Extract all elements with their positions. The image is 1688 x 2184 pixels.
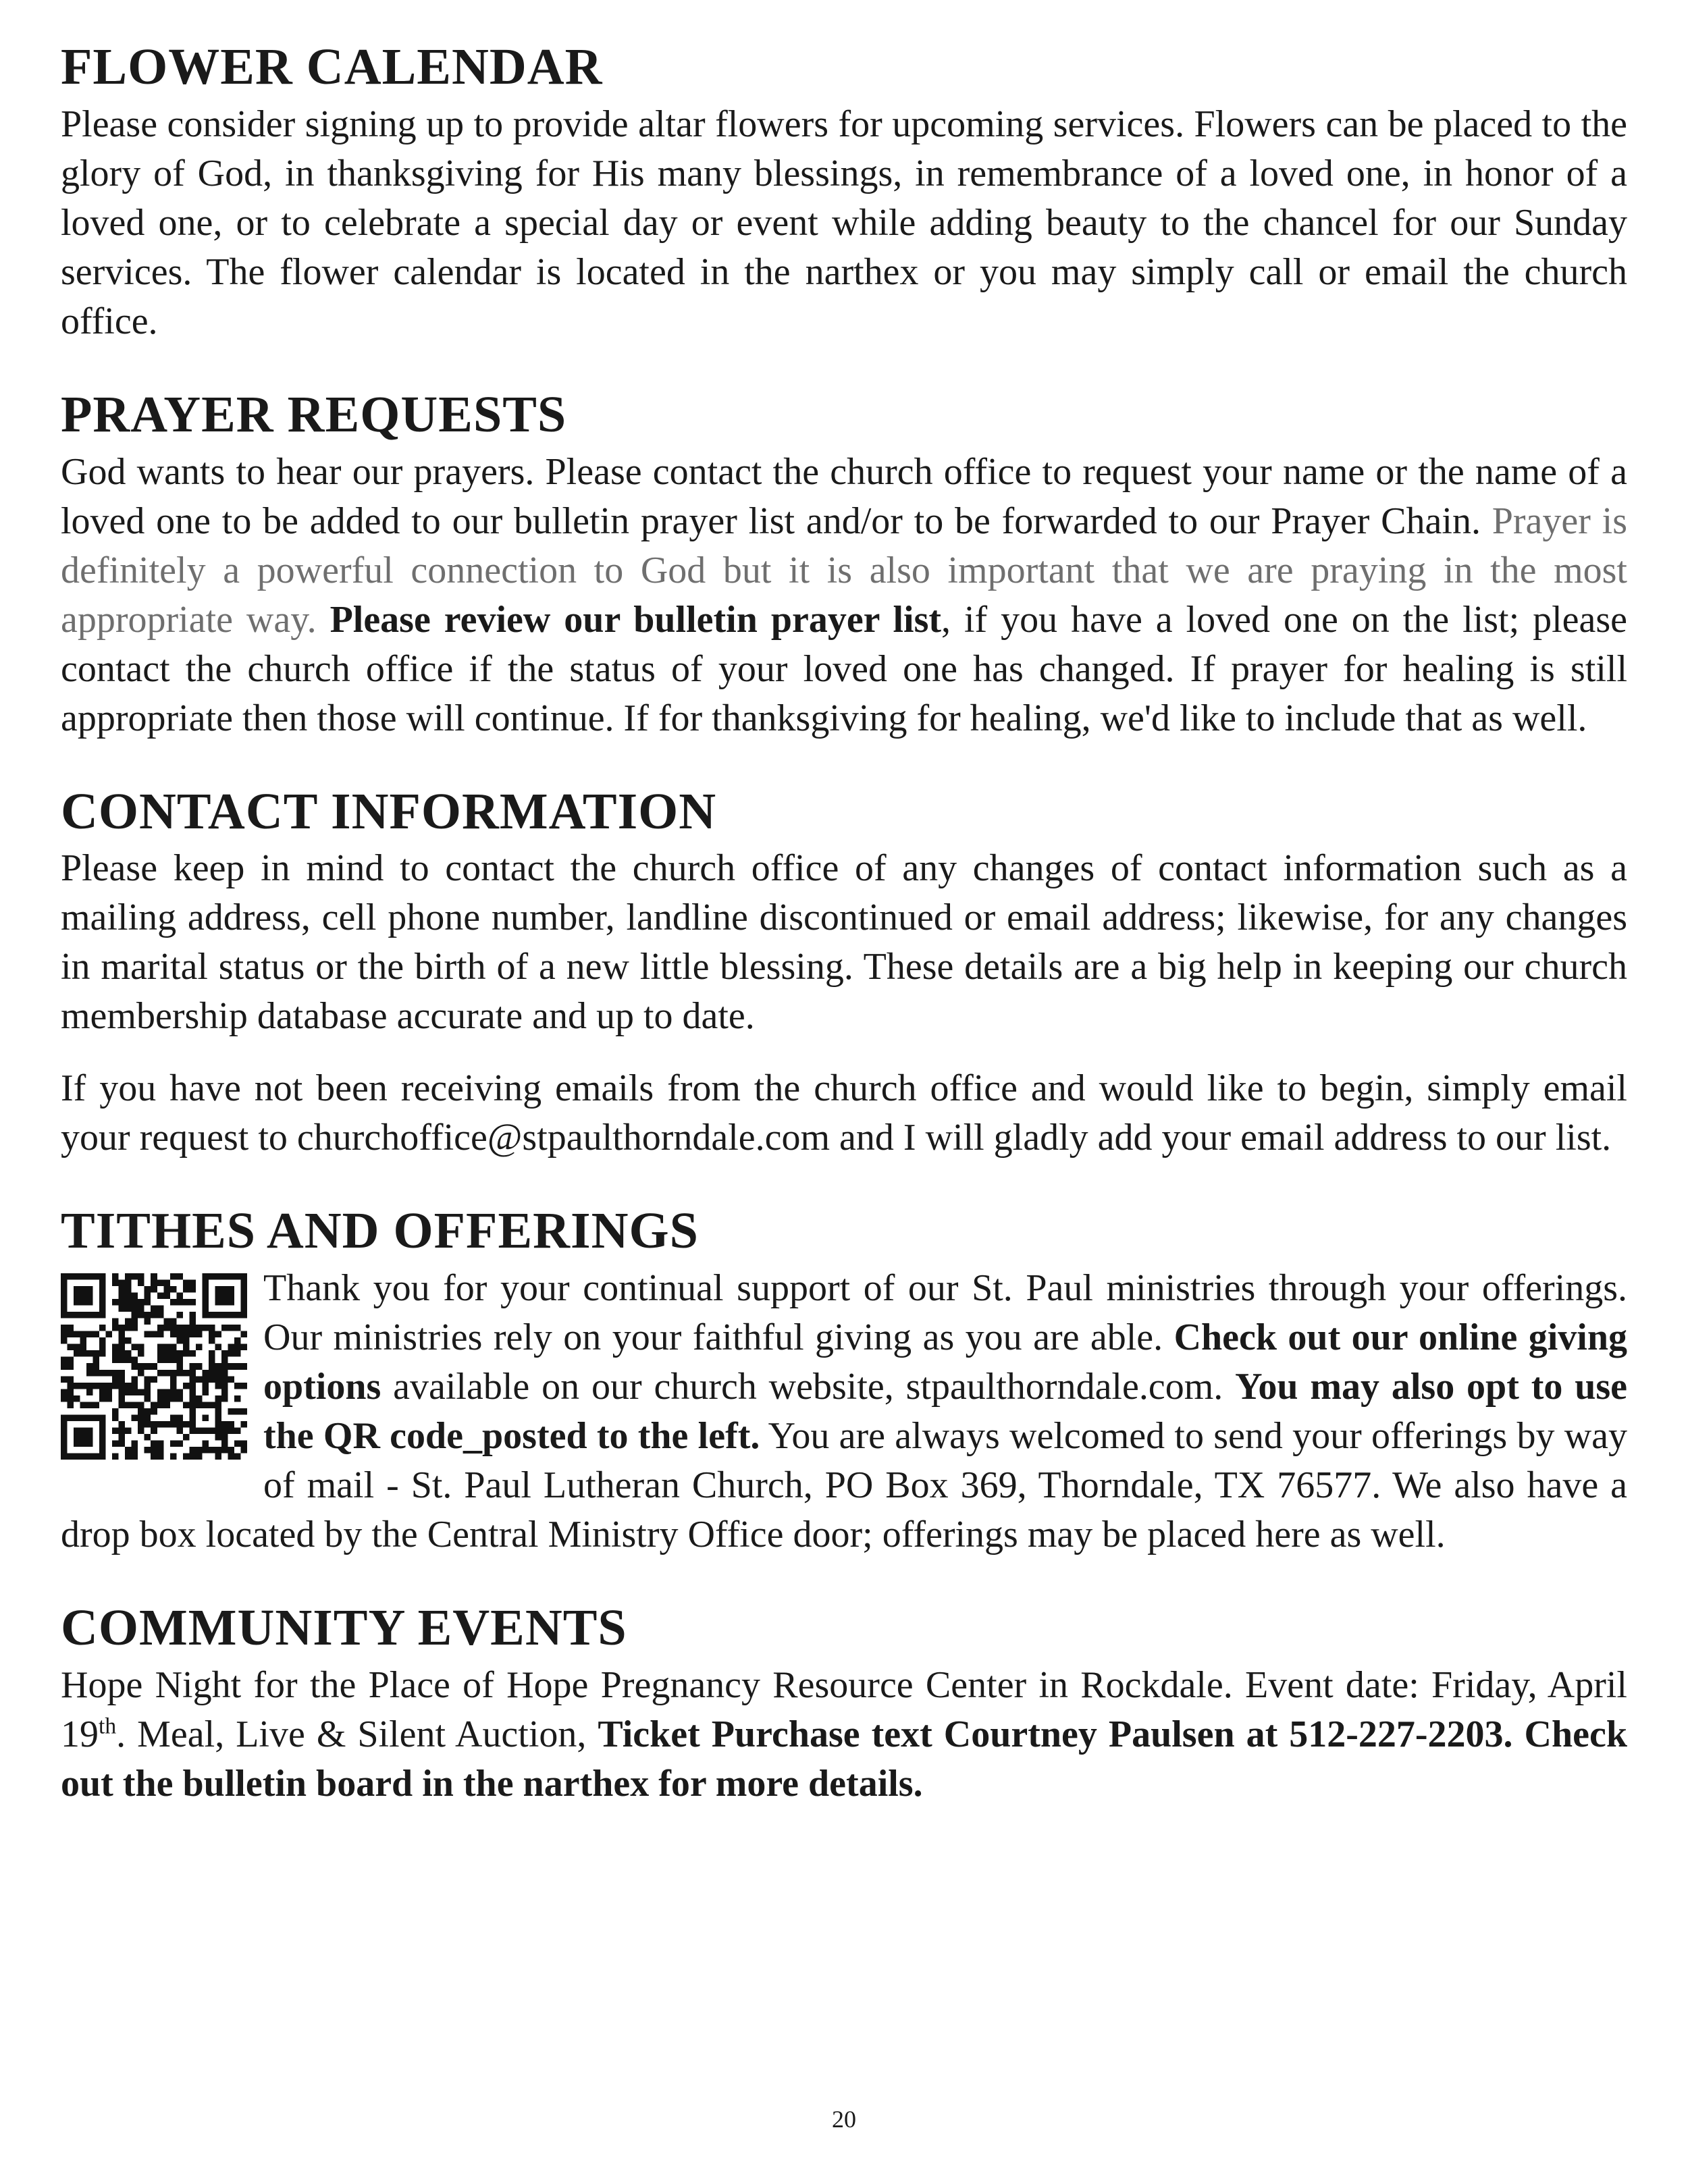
community-events-section — [61, 1601, 1627, 1809]
community-events-heading: COMMUNITY EVENTS — [61, 1599, 627, 1657]
flower-calendar-section — [61, 38, 1627, 346]
prayer-requests-text — [61, 448, 1627, 743]
qr-code-bold: You may also opt to use the QR code_posted to the left. — [263, 1366, 1627, 1458]
contact-information-text: Please keep in mind to contact the church office of any changes of contact information such as a mailing address, cell phone number, landline discontinued or email address; likewise, for any changes in marital status or the birth of a new little blessing. These details are a big help in keeping our church membership database accurate and up to date. — [61, 847, 1627, 1038]
online-giving-bold: Check out our online giving options — [263, 1316, 1628, 1408]
community-events-text — [61, 1661, 1627, 1809]
community-text-auction: . Meal, Live & Silent Auction, — [116, 1713, 598, 1755]
page-number: 20 — [832, 2106, 856, 2133]
prayer-text-intro: God wants to hear our prayers. Please contact the church office to request your name or the name of a loved one to be added to our bulletin prayer list and/or to be forwarded to our Prayer Chain. — [61, 450, 1627, 542]
flower-calendar-heading: FLOWER CALENDAR — [61, 38, 603, 95]
prayer-text-bold: Please review our bulletin prayer list — [329, 598, 942, 641]
flower-calendar-text: Please consider signing up to provide altar flowers for upcoming services. Flowers can be placed to the glory of God, in thanksgiving for His many blessings, in remembrance of a loved one, in honor of a loved one, or to celebrate a special day or event while adding beauty to the chancel for our Sunday services. The flower calendar is located in the narthex or you may simply call or email the church office. — [61, 103, 1627, 342]
contact-email-text: If you have not been receiving emails from the church office and would like to begin, simply email your request to churchoffice@stpaulthorndale.com and I will gladly add your email address to our list. — [61, 1067, 1627, 1159]
tithes-offerings-section — [61, 1204, 1627, 1560]
tithes-text-mail: You are always welcomed to send your offerings by way of mail - St. Paul Lutheran Church, PO Box 369, Thorndale, TX 76577. We also have a drop box located by the Central Ministry Office door; offerings may be placed here as well. — [61, 1415, 1627, 1556]
giving-qr-code[interactable] — [61, 1273, 247, 1460]
tithes-text-website: available on our church website, stpaulthorndale.com. — [381, 1366, 1236, 1408]
prayer-text-gray: Prayer is definitely a powerful connection to God but it is also important that we are praying in the most appropriate way. — [61, 500, 1627, 641]
contact-information-heading: CONTACT INFORMATION — [61, 782, 717, 840]
qr-code-icon — [61, 1273, 247, 1460]
tithes-offerings-text — [61, 1264, 1627, 1560]
contact-information-section — [61, 782, 1627, 1163]
bulletin-page — [61, 38, 1628, 1850]
prayer-requests-section — [61, 385, 1628, 743]
prayer-requests-heading: PRAYER REQUESTS — [61, 385, 567, 443]
ticket-purchase-bold: Ticket Purchase text Courtney Paulsen at 512-227-2203. Check out the bulletin board in the narthex for more details. — [61, 1713, 1627, 1805]
prayer-text-rest: , if you have a loved one on the list; please contact the church office if the status of your loved one has changed. If prayer for healing is still appropriate then those will continue. If for thanksgiving for healing, we'd like to include that as well. — [61, 598, 1628, 739]
date-ordinal-suffix: th — [99, 1713, 117, 1739]
community-text-intro: Hope Night for the Place of Hope Pregnancy Resource Center in Rockdale. Event date: Friday, April 19 — [61, 1663, 1627, 1755]
tithes-offerings-heading: TITHES AND OFFERINGS — [61, 1202, 699, 1260]
tithes-text-intro: Thank you for your continual support of our St. Paul ministries through your offerings. Our ministries rely on your faithful giving as you are able. — [263, 1267, 1627, 1359]
